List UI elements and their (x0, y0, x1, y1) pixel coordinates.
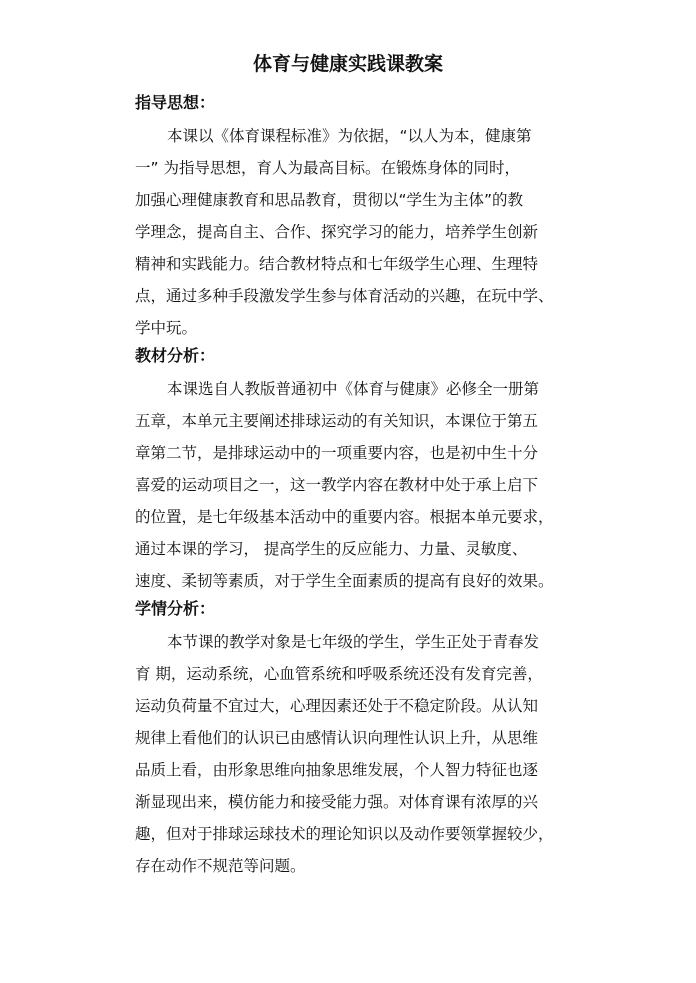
paragraph-line: 本课以《体育课程标准》为依据，“以人为本，健康第 (167, 127, 532, 145)
paragraph-line: 趣，但对于排球运球技术的理论知识以及动作要领掌握较少， (135, 825, 554, 843)
paragraph-line: 品质上看，由形象思维向抽象思维发展，个人智力特征也逐 (135, 761, 539, 779)
paragraph-line: 育 期，运动系统，心血管系统和呼吸系统还没有发育完善， (135, 665, 543, 683)
paragraph-line: 存在动作不规范等问题。 (135, 857, 306, 875)
section-heading-material-analysis: 教材分析： (135, 346, 216, 365)
paragraph-line: 规律上看他们的认识已由感情认识向理性认识上升，从思维 (135, 729, 539, 747)
section-heading-student-analysis: 学情分析： (135, 599, 216, 618)
paragraph-line: 学理念，提高自主、合作、探究学习的能力，培养学生创新 (135, 223, 539, 241)
paragraph-line: 点，通过多种手段激发学生参与体育活动的兴趣，在玩中学、 (135, 287, 554, 305)
paragraph-line: 喜爱的运动项目之一，这一教学内容在教材中处于承上启下 (135, 476, 539, 494)
paragraph-line: 加强心理健康教育和思品教育，贯彻以“学生为主体”的教 (135, 191, 524, 209)
paragraph-line: 通过本课的学习， 提高学生的反应能力、力量、灵敏度、 (135, 540, 528, 558)
document-title: 体育与健康实践课教案 (252, 53, 443, 75)
paragraph-line: 精神和实践能力。结合教材特点和七年级学生心理、生理特 (135, 255, 539, 273)
paragraph-line: 本节课的教学对象是七年级的学生，学生正处于青春发 (167, 633, 540, 651)
paragraph-line: 速度、柔韧等素质，对于学生全面素质的提高有良好的效果。 (135, 572, 554, 590)
paragraph-line: 一” 为指导思想，育人为最高目标。在锻炼身体的同时， (135, 159, 520, 177)
paragraph-line: 章第二节，是排球运动中的一项重要内容，也是初中生十分 (135, 444, 539, 462)
paragraph-line: 的位置，是七年级基本活动中的重要内容。根据本单元要求， (135, 508, 554, 526)
paragraph-line: 学中玩。 (135, 319, 198, 337)
paragraph-line: 运动负荷量不宜过大，心理因素还处于不稳定阶段。从认知 (135, 697, 539, 715)
section-heading-guiding-ideology: 指导思想： (135, 93, 216, 112)
paragraph-line: 渐显现出来，模仿能力和接受能力强。对体育课有浓厚的兴 (135, 793, 539, 811)
paragraph-line: 五章，本单元主要阐述排球运动的有关知识，本课位于第五 (135, 412, 539, 430)
paragraph-line: 本课选自人教版普通初中《体育与健康》必修全一册第 (167, 380, 540, 398)
